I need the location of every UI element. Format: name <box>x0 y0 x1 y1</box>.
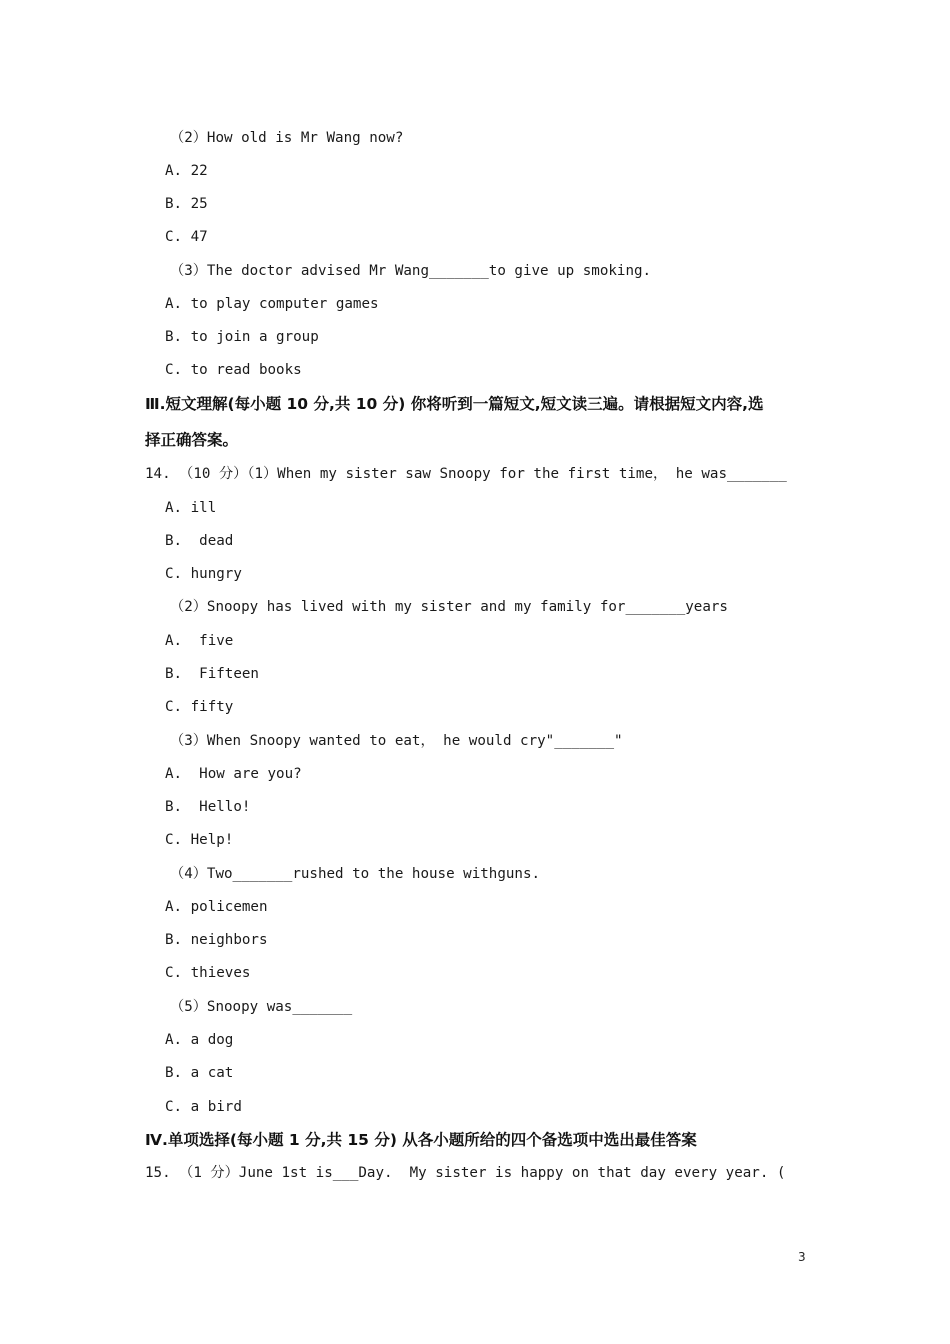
question-14-3-stem: （3）When Snoopy wanted to eat， he would cry"_______" <box>170 733 623 749</box>
option-b: B. 25 <box>165 196 208 212</box>
page-number: 3 <box>798 1250 806 1264</box>
option-c: C. 47 <box>165 229 208 245</box>
question-15-stem: 15. （1 分）June 1st is___Day. My sister is happy on that day every year. ( <box>145 1165 786 1181</box>
option-c: C. to read books <box>165 362 302 378</box>
option-a: A. 22 <box>165 163 208 179</box>
option-a: A. How are you? <box>165 766 302 782</box>
question-14-4-stem: （4）Two_______rushed to the house withguns. <box>170 866 541 882</box>
question-14-1-stem: 14. （10 分）（1）When my sister saw Snoopy for the first time， he was_______ <box>145 466 787 482</box>
question-13-3-stem: （3）The doctor advised Mr Wang_______to give up smoking. <box>170 263 652 279</box>
section-3-heading: Ⅲ.短文理解(每小题 10 分,共 10 分) 你将听到一篇短文,短文读三遍。请根据短文内容,选 <box>145 395 764 413</box>
option-a: A. policemen <box>165 899 268 915</box>
question-13-2-stem: （2）How old is Mr Wang now? <box>170 130 404 146</box>
question-14-2-stem: （2）Snoopy has lived with my sister and my family for_______years <box>170 599 728 615</box>
option-b: B. neighbors <box>165 932 268 948</box>
option-a: A. to play computer games <box>165 296 379 312</box>
option-b: B. Fifteen <box>165 666 259 682</box>
option-b: B. Hello! <box>165 799 251 815</box>
option-c: C. hungry <box>165 566 242 582</box>
option-c: C. fifty <box>165 699 234 715</box>
option-c: C. a bird <box>165 1099 242 1115</box>
option-a: A. five <box>165 633 234 649</box>
option-b: B. to join a group <box>165 329 319 345</box>
option-c: C. Help! <box>165 832 234 848</box>
option-b: B. dead <box>165 533 234 549</box>
option-c: C. thieves <box>165 965 251 981</box>
question-14-5-stem: （5）Snoopy was_______ <box>170 999 353 1015</box>
section-3-heading-continued: 择正确答案。 <box>145 431 239 449</box>
option-b: B. a cat <box>165 1065 234 1081</box>
section-4-heading: Ⅳ.单项选择(每小题 1 分,共 15 分) 从各小题所给的四个备选项中选出最佳答案 <box>145 1131 697 1149</box>
option-a: A. ill <box>165 500 217 516</box>
option-a: A. a dog <box>165 1032 234 1048</box>
